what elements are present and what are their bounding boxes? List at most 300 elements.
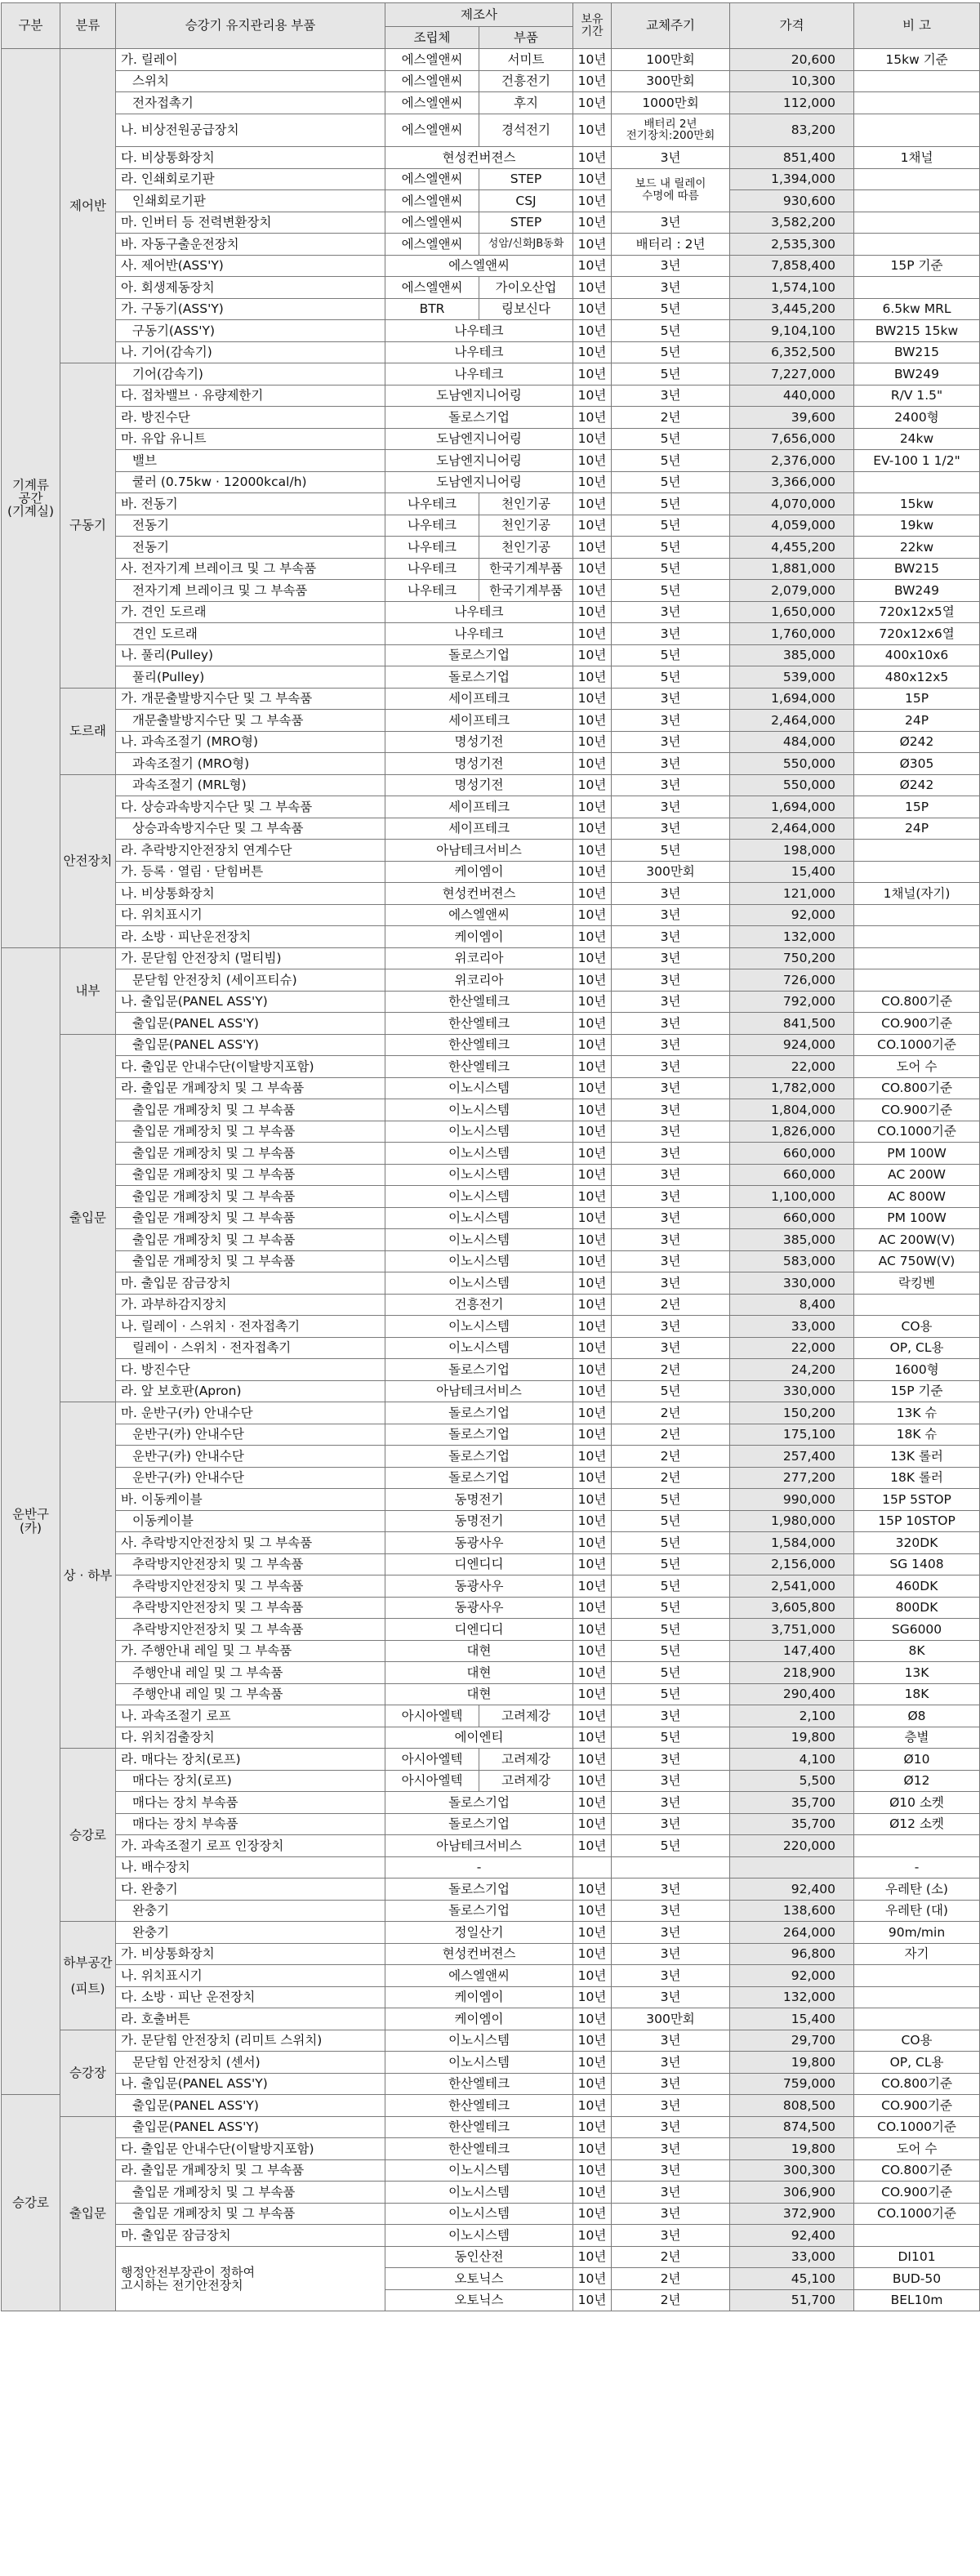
- cycle-cell: 5년: [612, 644, 730, 666]
- maker-cell: 위코리아: [385, 969, 573, 992]
- table-row: [2, 969, 980, 992]
- price-cell: 1,980,000: [730, 1510, 854, 1532]
- table-row: [2, 1727, 980, 1749]
- warranty-cell: 10년: [573, 883, 612, 905]
- table-row: [2, 904, 980, 926]
- cycle-cell: [612, 1856, 730, 1879]
- cycle-cell: 3년: [612, 991, 730, 1013]
- warranty-cell: 10년: [573, 277, 612, 299]
- part-name-cell: 마. 출입문 잠금장치: [116, 1272, 385, 1295]
- warranty-cell: 10년: [573, 1489, 612, 1511]
- cycle-cell: 3년: [612, 277, 730, 299]
- part-name-cell: 전동기: [116, 537, 385, 559]
- cycle-cell: 5년: [612, 1619, 730, 1641]
- cycle-cell: 100만회: [612, 49, 730, 71]
- price-cell: 132,000: [730, 1986, 854, 2008]
- warranty-cell: 10년: [573, 1229, 612, 1251]
- table-row: [2, 2203, 980, 2225]
- table-row: [2, 2182, 980, 2204]
- cycle-cell: 5년: [612, 341, 730, 363]
- header-category: 분류: [60, 3, 116, 49]
- maker-cell: 이노시스템: [385, 1250, 573, 1272]
- table-row: [2, 168, 980, 190]
- note-cell: BW249: [854, 580, 980, 602]
- table-row: [2, 796, 980, 818]
- header-warranty: 보유 기간: [573, 3, 612, 49]
- cycle-cell: 5년: [612, 558, 730, 580]
- cycle-cell: 5년: [612, 1597, 730, 1619]
- component-cell: 고려제강: [479, 1705, 573, 1727]
- part-name-cell: 나. 출입문(PANEL ASS'Y): [116, 2073, 385, 2095]
- part-name-cell: 사. 전자기계 브레이크 및 그 부속품: [116, 558, 385, 580]
- component-cell: 한국기계부품: [479, 580, 573, 602]
- note-cell: [854, 1986, 980, 2008]
- note-cell: CO.800기준: [854, 2159, 980, 2182]
- warranty-cell: 10년: [573, 1359, 612, 1381]
- cycle-cell: 배터리 : 2년: [612, 234, 730, 256]
- price-cell: 33,000: [730, 2246, 854, 2268]
- note-cell: BW215: [854, 558, 980, 580]
- cycle-cell: 3년: [612, 818, 730, 840]
- note-cell: [854, 2008, 980, 2030]
- cycle-cell: 3년: [612, 2052, 730, 2074]
- note-cell: 15P 기준: [854, 1380, 980, 1402]
- warranty-cell: 10년: [573, 1813, 612, 1835]
- table-row: [2, 623, 980, 645]
- cycle-cell: 3년: [612, 1099, 730, 1121]
- maker-cell: 에스엘앤씨: [385, 255, 573, 277]
- table-row: [2, 1186, 980, 1208]
- cycle-cell: 5년: [612, 1727, 730, 1749]
- table-row: [2, 1705, 980, 1727]
- warranty-cell: 10년: [573, 1727, 612, 1749]
- warranty-cell: 10년: [573, 2246, 612, 2268]
- price-cell: 306,900: [730, 2182, 854, 2204]
- cycle-cell: 1000만회: [612, 92, 730, 114]
- note-cell: [854, 2225, 980, 2247]
- price-cell: 2,464,000: [730, 710, 854, 732]
- table-row: [2, 601, 980, 623]
- note-cell: 도어 수: [854, 2138, 980, 2160]
- table-row: [2, 1143, 980, 1165]
- table-row: [2, 515, 980, 537]
- cycle-cell: 2년: [612, 2246, 730, 2268]
- price-cell: 484,000: [730, 731, 854, 753]
- price-cell: 550,000: [730, 774, 854, 796]
- table-row: [2, 1683, 980, 1705]
- price-cell: 2,464,000: [730, 818, 854, 840]
- part-name-cell: 다. 접차밸브 · 유량제한기: [116, 385, 385, 407]
- note-cell: Ø305: [854, 753, 980, 775]
- assembler-cell: 나우테크: [385, 580, 479, 602]
- price-cell: 841,500: [730, 1013, 854, 1035]
- warranty-cell: 10년: [573, 1424, 612, 1446]
- warranty-cell: 10년: [573, 1510, 612, 1532]
- part-name-cell: 마. 유압 유니트: [116, 428, 385, 450]
- table-row: [2, 147, 980, 169]
- warranty-cell: 10년: [573, 601, 612, 623]
- warranty-cell: 10년: [573, 2203, 612, 2225]
- warranty-cell: 10년: [573, 1272, 612, 1295]
- part-name-cell: 다. 방진수단: [116, 1359, 385, 1381]
- table-row: [2, 1597, 980, 1619]
- cycle-cell: 3년: [612, 947, 730, 969]
- cycle-cell: 5년: [612, 493, 730, 515]
- warranty-cell: 10년: [573, 731, 612, 753]
- table-row: [2, 1164, 980, 1186]
- maker-cell: 나우테크: [385, 363, 573, 386]
- cycle-cell: 배터리 2년 전기장치:200만회: [612, 114, 730, 147]
- price-cell: 330,000: [730, 1272, 854, 1295]
- price-cell: 150,200: [730, 1402, 854, 1424]
- price-cell: 92,000: [730, 904, 854, 926]
- table-row: [2, 1077, 980, 1099]
- price-cell: 264,000: [730, 1922, 854, 1944]
- note-cell: CO.800기준: [854, 1077, 980, 1099]
- part-name-cell: 이동케이블: [116, 1510, 385, 1532]
- maker-cell: 돌로스기업: [385, 1792, 573, 1814]
- table-row: [2, 234, 980, 256]
- cycle-cell: 3년: [612, 1965, 730, 1987]
- price-cell: [730, 1856, 854, 1879]
- note-cell: [854, 190, 980, 212]
- note-cell: PM 100W: [854, 1207, 980, 1229]
- price-cell: 924,000: [730, 1034, 854, 1056]
- maker-cell: 이노시스템: [385, 1099, 573, 1121]
- maker-cell: 케이엠이: [385, 2008, 573, 2030]
- table-row: [2, 2073, 980, 2095]
- part-name-cell: 추락방지안전장치 및 그 부속품: [116, 1575, 385, 1598]
- note-cell: CO.1000기준: [854, 1121, 980, 1143]
- price-cell: 9,104,100: [730, 320, 854, 342]
- price-cell: 1,574,100: [730, 277, 854, 299]
- note-cell: 24P: [854, 818, 980, 840]
- assembler-cell: 아시아엘텍: [385, 1749, 479, 1771]
- price-cell: 7,858,400: [730, 255, 854, 277]
- maker-cell: 이노시스템: [385, 1186, 573, 1208]
- note-cell: AC 200W: [854, 1164, 980, 1186]
- price-cell: 385,000: [730, 644, 854, 666]
- warranty-cell: 10년: [573, 1879, 612, 1901]
- note-cell: PM 100W: [854, 1143, 980, 1165]
- note-cell: 우레탄 (대): [854, 1900, 980, 1922]
- part-name-cell: 가. 과부하감지장치: [116, 1294, 385, 1316]
- category-cell: 승강로: [60, 1749, 116, 1922]
- category-cell: 승강장: [60, 2030, 116, 2116]
- table-row: [2, 537, 980, 559]
- table-row: [2, 731, 980, 753]
- section-cell: 기계류 공간 (기계실): [2, 49, 60, 948]
- part-name-cell: 가. 문닫힘 안전장치 (멀티빔): [116, 947, 385, 969]
- assembler-cell: 에스엘앤씨: [385, 234, 479, 256]
- warranty-cell: 10년: [573, 1597, 612, 1619]
- maker-cell: 이노시스템: [385, 2030, 573, 2052]
- note-cell: 18K: [854, 1683, 980, 1705]
- warranty-cell: 10년: [573, 1986, 612, 2008]
- warranty-cell: 10년: [573, 2116, 612, 2138]
- price-cell: 220,000: [730, 1835, 854, 1857]
- price-cell: 35,700: [730, 1813, 854, 1835]
- price-cell: 990,000: [730, 1489, 854, 1511]
- cycle-cell: 3년: [612, 1316, 730, 1338]
- table-row: [2, 2138, 980, 2160]
- part-name-cell: 매다는 장치 부속품: [116, 1813, 385, 1835]
- assembler-cell: 아시아엘텍: [385, 1770, 479, 1792]
- note-cell: [854, 168, 980, 190]
- note-cell: OP, CL용: [854, 2052, 980, 2074]
- note-cell: 800DK: [854, 1597, 980, 1619]
- table-row: [2, 1316, 980, 1338]
- cycle-cell: 2년: [612, 1359, 730, 1381]
- cycle-cell: 3년: [612, 255, 730, 277]
- price-cell: 372,900: [730, 2203, 854, 2225]
- table-row: [2, 1294, 980, 1316]
- part-name-cell: 가. 주행안내 레일 및 그 부속품: [116, 1640, 385, 1662]
- part-name-cell: 매다는 장치 부속품: [116, 1792, 385, 1814]
- part-name-cell: 릴레이 · 스위치 · 전자접촉기: [116, 1337, 385, 1359]
- price-cell: 6,352,500: [730, 341, 854, 363]
- note-cell: R/V 1.5": [854, 385, 980, 407]
- price-cell: 92,400: [730, 1879, 854, 1901]
- warranty-cell: 10년: [573, 1619, 612, 1641]
- cycle-cell: 5년: [612, 471, 730, 493]
- warranty-cell: 10년: [573, 2159, 612, 2182]
- note-cell: 8K: [854, 1640, 980, 1662]
- cycle-cell: 5년: [612, 515, 730, 537]
- price-cell: 792,000: [730, 991, 854, 1013]
- warranty-cell: 10년: [573, 774, 612, 796]
- note-cell: 15kw: [854, 493, 980, 515]
- price-cell: 218,900: [730, 1662, 854, 1684]
- note-cell: BUD-50: [854, 2268, 980, 2290]
- part-name-cell: 과속조절기 (MRL형): [116, 774, 385, 796]
- part-name-cell: 바. 자동구출운전장치: [116, 234, 385, 256]
- price-cell: 3,366,000: [730, 471, 854, 493]
- part-name-cell: 출입문 개폐장치 및 그 부속품: [116, 1099, 385, 1121]
- note-cell: Ø10: [854, 1749, 980, 1771]
- price-cell: 175,100: [730, 1424, 854, 1446]
- maker-cell: 대현: [385, 1662, 573, 1684]
- cycle-cell: 5년: [612, 450, 730, 472]
- price-cell: 874,500: [730, 2116, 854, 2138]
- assembler-cell: 에스엘앤씨: [385, 212, 479, 234]
- warranty-cell: 10년: [573, 1207, 612, 1229]
- table-row: [2, 70, 980, 92]
- cycle-cell: 3년: [612, 1121, 730, 1143]
- price-cell: 39,600: [730, 407, 854, 429]
- price-cell: 112,000: [730, 92, 854, 114]
- maker-cell: 돌로스기업: [385, 1424, 573, 1446]
- cycle-cell: 300만회: [612, 2008, 730, 2030]
- warranty-cell: 10년: [573, 407, 612, 429]
- note-cell: 13K 롤러: [854, 1446, 980, 1468]
- warranty-cell: 10년: [573, 1121, 612, 1143]
- part-name-cell: 구동기(ASS'Y): [116, 320, 385, 342]
- part-name-cell: 나. 비상통화장치: [116, 883, 385, 905]
- cycle-cell: 5년: [612, 363, 730, 386]
- table-row: [2, 1337, 980, 1359]
- warranty-cell: 10년: [573, 2138, 612, 2160]
- table-row: [2, 558, 980, 580]
- part-name-cell: 나. 기어(감속기): [116, 341, 385, 363]
- component-cell: 천인기공: [479, 493, 573, 515]
- cycle-cell: 5년: [612, 298, 730, 320]
- maker-cell: 이노시스템: [385, 1316, 573, 1338]
- table-row: [2, 644, 980, 666]
- note-cell: 460DK: [854, 1575, 980, 1598]
- table-row: [2, 1250, 980, 1272]
- part-name-cell: 상승과속방지수단 및 그 부속품: [116, 818, 385, 840]
- warranty-cell: 10년: [573, 341, 612, 363]
- note-cell: [854, 234, 980, 256]
- note-cell: [854, 926, 980, 948]
- part-name-cell: 출입문 개폐장치 및 그 부속품: [116, 1121, 385, 1143]
- warranty-cell: 10년: [573, 1662, 612, 1684]
- note-cell: 22kw: [854, 537, 980, 559]
- part-name-cell: 출입문 개폐장치 및 그 부속품: [116, 1164, 385, 1186]
- cycle-cell: 3년: [612, 904, 730, 926]
- cycle-cell: 3년: [612, 1250, 730, 1272]
- note-cell: [854, 1965, 980, 1987]
- table-row: [2, 2052, 980, 2074]
- price-cell: 7,656,000: [730, 428, 854, 450]
- warranty-cell: 10년: [573, 969, 612, 992]
- warranty-cell: 10년: [573, 428, 612, 450]
- table-header: [2, 3, 980, 49]
- table-row: [2, 1532, 980, 1554]
- table-row: [2, 1835, 980, 1857]
- header-component: 부품: [479, 27, 573, 49]
- warranty-cell: 10년: [573, 861, 612, 883]
- maker-cell: 한산엘테크: [385, 1013, 573, 1035]
- table-row: [2, 1402, 980, 1424]
- maker-cell: 동광사우: [385, 1532, 573, 1554]
- cycle-cell: 5년: [612, 580, 730, 602]
- part-name-cell: 사. 추락방지안전장치 및 그 부속품: [116, 1532, 385, 1554]
- part-name-cell: 가. 과속조절기 로프 인장장치: [116, 1835, 385, 1857]
- maker-cell: 현성컨버젼스: [385, 1943, 573, 1965]
- price-cell: 583,000: [730, 1250, 854, 1272]
- part-name-cell: 전동기: [116, 515, 385, 537]
- assembler-cell: 나우테크: [385, 515, 479, 537]
- cycle-cell: 3년: [612, 710, 730, 732]
- maker-cell: 대현: [385, 1683, 573, 1705]
- warranty-cell: 10년: [573, 2073, 612, 2095]
- table-row: [2, 1121, 980, 1143]
- warranty-cell: 10년: [573, 2052, 612, 2074]
- part-name-cell: 라. 방진수단: [116, 407, 385, 429]
- price-cell: 1,881,000: [730, 558, 854, 580]
- table-row: [2, 298, 980, 320]
- maker-cell: 이노시스템: [385, 2203, 573, 2225]
- part-name-cell: 완충기: [116, 1900, 385, 1922]
- cycle-cell: 3년: [612, 2182, 730, 2204]
- part-name-cell: 출입문 개폐장치 및 그 부속품: [116, 2182, 385, 2204]
- maker-cell: 동인산전: [385, 2246, 573, 2268]
- cycle-cell: 5년: [612, 320, 730, 342]
- component-cell: 성암/신화JB동화: [479, 234, 573, 256]
- warranty-cell: 10년: [573, 1077, 612, 1099]
- warranty-cell: 10년: [573, 1770, 612, 1792]
- category-cell: 안전장치: [60, 774, 116, 947]
- warranty-cell: 10년: [573, 688, 612, 710]
- warranty-cell: 10년: [573, 1250, 612, 1272]
- maker-cell: 이노시스템: [385, 1272, 573, 1295]
- header-price: 가격: [730, 3, 854, 49]
- table-row: [2, 385, 980, 407]
- part-name-cell: 가. 문닫힘 안전장치 (리미트 스위치): [116, 2030, 385, 2052]
- part-name-cell: 전자기계 브레이크 및 그 부속품: [116, 580, 385, 602]
- note-cell: CO용: [854, 1316, 980, 1338]
- table-row: [2, 1489, 980, 1511]
- cycle-cell: 3년: [612, 2159, 730, 2182]
- maker-cell: 이노시스템: [385, 2159, 573, 2182]
- maker-cell: 에스엘앤씨: [385, 1965, 573, 1987]
- maker-cell: 돌로스기업: [385, 1446, 573, 1468]
- table-row: [2, 1424, 980, 1446]
- price-cell: 20,600: [730, 49, 854, 71]
- section-cell: 승강로: [2, 2095, 60, 2311]
- warranty-cell: 10년: [573, 1013, 612, 1035]
- category-cell: 하부공간 (피트): [60, 1922, 116, 2030]
- cycle-cell: 3년: [612, 2095, 730, 2117]
- table-row: [2, 1359, 980, 1381]
- price-cell: 2,541,000: [730, 1575, 854, 1598]
- price-cell: 22,000: [730, 1337, 854, 1359]
- part-name-cell: 운반구(카) 안내수단: [116, 1467, 385, 1489]
- price-cell: 51,700: [730, 2289, 854, 2311]
- note-cell: 18K 슈: [854, 1424, 980, 1446]
- cycle-cell: 5년: [612, 1835, 730, 1857]
- table-row: [2, 1553, 980, 1575]
- part-name-cell: 매다는 장치(로프): [116, 1770, 385, 1792]
- maker-cell: 위코리아: [385, 947, 573, 969]
- part-name-cell: 가. 비상통화장치: [116, 1943, 385, 1965]
- header-part: 승강기 유지관리용 부품: [116, 3, 385, 49]
- note-cell: 15P: [854, 688, 980, 710]
- component-cell: 후지: [479, 92, 573, 114]
- cycle-cell: 3년: [612, 1077, 730, 1099]
- note-cell: 320DK: [854, 1532, 980, 1554]
- assembler-cell: 에스엘앤씨: [385, 70, 479, 92]
- price-cell: 29,700: [730, 2030, 854, 2052]
- warranty-cell: 10년: [573, 1164, 612, 1186]
- component-cell: 건흥전기: [479, 70, 573, 92]
- note-cell: 6.5kw MRL: [854, 298, 980, 320]
- price-cell: 1,782,000: [730, 1077, 854, 1099]
- header-cycle: 교체주기: [612, 3, 730, 49]
- warranty-cell: 10년: [573, 2268, 612, 2290]
- cycle-cell: 2년: [612, 1446, 730, 1468]
- note-cell: Ø12 소켓: [854, 1813, 980, 1835]
- assembler-cell: BTR: [385, 298, 479, 320]
- cycle-cell: 3년: [612, 147, 730, 169]
- note-cell: [854, 840, 980, 862]
- part-name-cell: 마. 출입문 잠금장치: [116, 2225, 385, 2247]
- cycle-cell: 3년: [612, 623, 730, 645]
- component-cell: 한국기계부품: [479, 558, 573, 580]
- maker-cell: 도남엔지니어링: [385, 450, 573, 472]
- part-name-cell: 다. 완충기: [116, 1879, 385, 1901]
- note-cell: CO.800기준: [854, 2073, 980, 2095]
- warranty-cell: 10년: [573, 904, 612, 926]
- maker-cell: 이노시스템: [385, 1121, 573, 1143]
- warranty-cell: 10년: [573, 644, 612, 666]
- note-cell: AC 750W(V): [854, 1250, 980, 1272]
- maker-cell: 명성기전: [385, 774, 573, 796]
- warranty-cell: 10년: [573, 1186, 612, 1208]
- table-row: [2, 774, 980, 796]
